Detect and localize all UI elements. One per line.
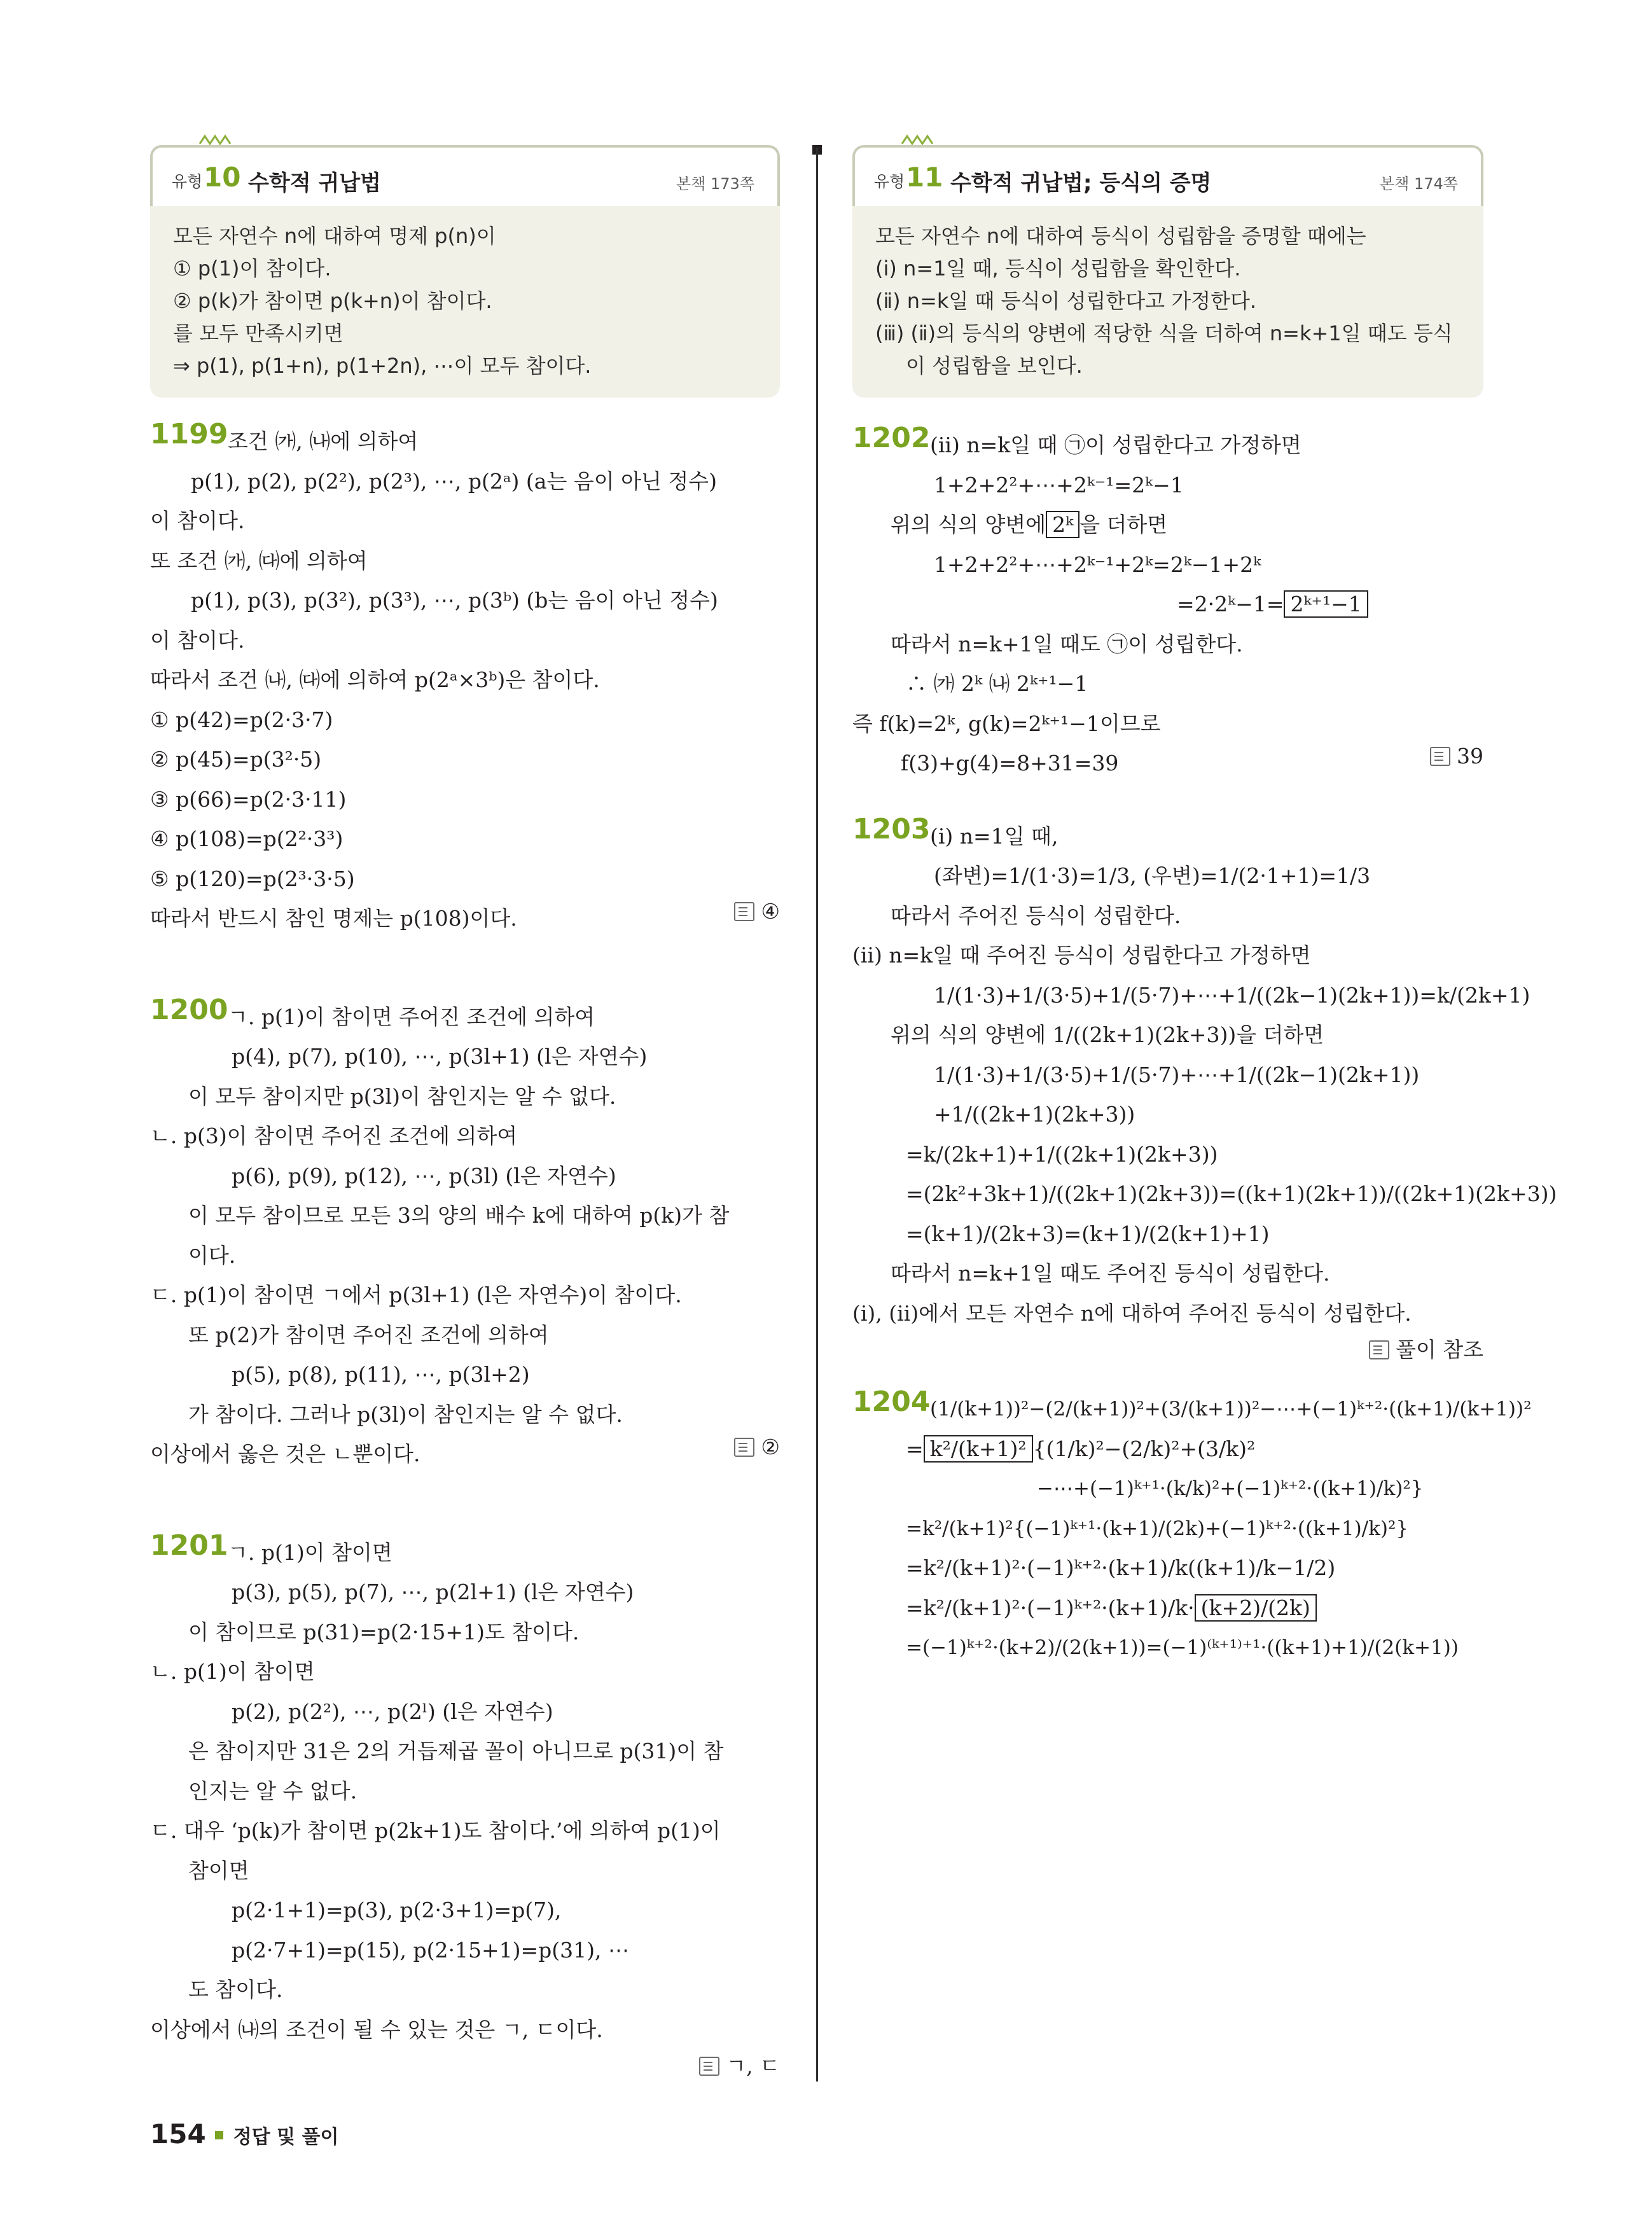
solution-line: 참이면 (188, 1858, 249, 1883)
solution-line: =(−1)ᵏ⁺²·(k+2)/(2(k+1))=(−1)⁽ᵏ⁺¹⁾⁺¹·((k+1)+1)/(2(k+1)) (906, 1636, 1459, 1659)
book-reference: 본책 173쪽 (676, 175, 754, 193)
solution-line: p(2·7+1)=p(15), p(2·15+1)=p(31), ⋯ (232, 1937, 629, 1963)
zigzag-icon (198, 134, 233, 145)
solution-line (852, 505, 1483, 545)
solution-line: f(3)+g(4)=8+31=39 (901, 751, 1119, 775)
solution-line: =(k+1)/(2k+3)=(k+1)/(2(k+1)+1) (906, 1221, 1270, 1246)
answer-value: ② (761, 1434, 780, 1459)
solution-line: (ⅰ), (ⅱ)에서 모든 자연수 n에 대하여 주어진 등식이 성립한다. (852, 1300, 1412, 1326)
type-tag: 유형 (874, 172, 905, 191)
left-column (150, 145, 780, 2078)
solution-line: =(2k²+3k+1)/((2k+1)(2k+3))=((k+1)(2k+1))/((2k+1)(2k+3)) (906, 1181, 1557, 1206)
solution-line: −⋯+(−1)ᵏ⁺¹·(k/k)²+(−1)ᵏ⁺²·((k+1)/k)²} (1037, 1477, 1424, 1500)
solution-text: 을 더하면 (1079, 512, 1168, 537)
blank-answer: (k+2)/(2k) (1195, 1594, 1317, 1622)
solution-line: ③ p(66)=p(2·3·11) (150, 786, 347, 812)
solution-line: ① p(42)=p(2·3·7) (150, 707, 333, 732)
problem-number: 1201 (150, 1529, 228, 1562)
problem-1203 (852, 812, 1557, 1362)
summary-line: 를 모두 만족시키면 (173, 321, 344, 345)
solution-line (852, 585, 1483, 625)
summary-line: 모든 자연수 n에 대하여 등식이 성립함을 증명할 때에는 (875, 224, 1366, 248)
answer (1430, 744, 1483, 768)
solution-line: 1/(1·3)+1/(3·5)+1/(5·7)+⋯+1/((2k−1)(2k+1))=k/(2k+1) (934, 982, 1531, 1008)
solution-text: {(1/k)²−(2/k)²+(3/k)² (1032, 1436, 1256, 1461)
solution-line: ㄷ. p(1)이 참이면 ㄱ에서 p(3l+1) (l은 자연수)이 참이다. (150, 1282, 682, 1307)
solution-line: (좌변)=1/(1·3)=1/3, (우변)=1/(2·1+1)=1/3 (934, 863, 1371, 888)
type-number: 10 (204, 162, 241, 193)
answer-value: ㄱ, ㄷ (726, 2053, 780, 2078)
solution-line: p(3), p(5), p(7), ⋯, p(2l+1) (l은 자연수) (232, 1580, 634, 1604)
solution-line: 또 p(2)가 참이면 주어진 조건에 의하여 (188, 1322, 549, 1347)
solution-line: 1+2+2²+⋯+2ᵏ⁻¹=2ᵏ−1 (934, 472, 1184, 497)
answer-value: 풀이 참조 (1395, 1337, 1483, 1362)
footer-square-icon (215, 2131, 223, 2139)
solution-line: =k²/(k+1)²{(−1)ᵏ⁺¹·(k+1)/(2k)+(−1)ᵏ⁺²·((k+1)/k)²} (906, 1517, 1409, 1540)
solution-line: p(1), p(3), p(3²), p(3³), ⋯, p(3ᵇ) (b는 음이 아닌 정수) (191, 588, 718, 613)
type-title: 수학적 귀납법; 등식의 증명 (950, 170, 1212, 196)
column-divider (816, 148, 818, 2082)
page-number: 154 (150, 2118, 206, 2150)
solution-line: (ⅰ) n=1일 때, (930, 823, 1059, 849)
problem-number: 1204 (852, 1386, 931, 1418)
solution-line: ④ p(108)=p(2²·3³) (150, 826, 344, 851)
problem-1202 (852, 422, 1483, 784)
solution-line: 이다. (188, 1242, 236, 1268)
summary-line: ① p(1)이 참이다. (173, 256, 331, 281)
problem-number: 1200 (150, 993, 228, 1026)
solution-line (852, 1429, 1483, 1470)
summary-line: (ⅰ) n=1일 때, 등식이 성립함을 확인한다. (875, 256, 1241, 281)
solution-line: 이상에서 ㈏의 조건이 될 수 있는 것은 ㄱ, ㄷ이다. (150, 2017, 603, 2042)
solution-line: 은 참이지만 31은 2의 거듭제곱 꼴이 아니므로 p(31)이 참 (188, 1739, 724, 1763)
solution-line: =k/(2k+1)+1/((2k+1)(2k+3)) (906, 1141, 1218, 1167)
solution-line: p(5), p(8), p(11), ⋯, p(3l+2) (232, 1362, 530, 1387)
answer-icon (1430, 747, 1450, 766)
solution-line: p(2·1+1)=p(3), p(2·3+1)=p(7), (232, 1898, 562, 1922)
solution-text: 위의 식의 양변에 (891, 512, 1046, 537)
solution-line: ② p(45)=p(3²·5) (150, 747, 322, 772)
answer-icon (1369, 1340, 1389, 1359)
problem-1204 (852, 1386, 1532, 1668)
book-reference: 본책 174쪽 (1380, 175, 1458, 193)
answer (699, 2050, 780, 2080)
solution-line: 1/(1·3)+1/(3·5)+1/(5·7)+⋯+1/((2k−1)(2k+1)) (934, 1062, 1420, 1087)
solution-line: 이 참이므로 p(31)=p(2·15+1)도 참이다. (188, 1619, 580, 1644)
solution-text: =k²/(k+1)²·(−1)ᵏ⁺²·(k+1)/k· (906, 1595, 1195, 1620)
solution-line: 위의 식의 양변에 1/((2k+1)(2k+3))을 더하면 (891, 1022, 1324, 1047)
solution-line: 이상에서 옳은 것은 ㄴ뿐이다. (150, 1442, 420, 1466)
solution-line: ⑤ p(120)=p(2³·3·5) (150, 866, 355, 891)
solution-line (852, 1588, 1483, 1629)
answer (1369, 1333, 1483, 1363)
solution-line: =k²/(k+1)²·(−1)ᵏ⁺²·(k+1)/k((k+1)/k−1/2) (906, 1555, 1336, 1580)
problem-number: 1203 (852, 812, 931, 845)
solution-line: 따라서 반드시 참인 명제는 p(108)이다. (150, 906, 517, 931)
zigzag-icon (901, 134, 935, 145)
footer-title: 정답 및 풀이 (233, 2126, 339, 2148)
solution-line: ㄱ. p(1)이 참이면 주어진 조건에 의하여 (228, 1004, 595, 1029)
page-footer (150, 2118, 338, 2150)
solution-line: 이 모두 참이므로 모든 3의 양의 배수 k에 대하여 p(k)가 참 (188, 1203, 730, 1228)
type-tag: 유형 (172, 172, 203, 191)
problem-number: 1202 (852, 422, 931, 454)
solution-line: 따라서 n=k+1일 때도 주어진 등식이 성립한다. (891, 1261, 1330, 1286)
problem-1201 (150, 1529, 780, 2078)
type-number: 11 (906, 162, 943, 193)
answer-icon (734, 1438, 754, 1457)
solution-line: 따라서 조건 ㈏, ㈐에 의하여 p(2ᵃ×3ᵇ)은 참이다. (150, 667, 600, 692)
solution-line: p(4), p(7), p(10), ⋯, p(3l+1) (l은 자연수) (232, 1044, 648, 1069)
solution-line: 이 모두 참이지만 p(3l)이 참인지는 알 수 없다. (188, 1083, 616, 1109)
solution-line: p(1), p(2), p(2²), p(2³), ⋯, p(2ᵃ) (a는 음이 아닌 정수) (191, 468, 717, 494)
summary-line: ⇒ p(1), p(1+n), p(1+2n), ⋯이 모두 참이다. (173, 354, 592, 378)
solution-line: ∴ ㈎ 2ᵏ ㈏ 2ᵏ⁺¹−1 (906, 671, 1088, 696)
answer (734, 899, 780, 924)
answer-value: 39 (1457, 744, 1483, 768)
answer-value: ④ (761, 899, 780, 924)
answer-icon (699, 2057, 719, 2076)
solution-line: 이 참이다. (150, 508, 245, 533)
solution-line: 즉 f(k)=2ᵏ, g(k)=2ᵏ⁺¹−1이므로 (852, 711, 1161, 736)
solution-line: +1/((2k+1)(2k+3)) (934, 1102, 1135, 1127)
summary-line: ② p(k)가 참이면 p(k+n)이 참이다. (173, 289, 492, 313)
solution-line: 또 조건 ㈎, ㈐에 의하여 (150, 548, 368, 573)
answer-icon (734, 902, 754, 921)
summary-line: (ⅱ) n=k일 때 등식이 성립한다고 가정한다. (875, 289, 1257, 313)
solution-line: 가 참이다. 그러나 p(3l)이 참인지는 알 수 없다. (188, 1401, 623, 1427)
solution-line: ㄷ. 대우 ‘p(k)가 참이면 p(2k+1)도 참이다.’에 의하여 p(1)이 (150, 1818, 721, 1843)
solution-line: p(2), p(2²), ⋯, p(2ˡ) (l은 자연수) (232, 1699, 553, 1724)
type-summary (852, 206, 1483, 398)
right-column (852, 145, 1557, 1668)
solution-line: 따라서 주어진 등식이 성립한다. (891, 903, 1181, 928)
summary-line: (ⅲ) (ⅱ)의 등식의 양변에 적당한 식을 더하여 n=k+1일 때도 등식 (875, 321, 1453, 345)
solution-line: 따라서 n=k+1일 때도 ㉠이 성립한다. (891, 631, 1243, 657)
type-title: 수학적 귀납법 (248, 170, 381, 196)
solution-line: 인지는 알 수 없다. (188, 1778, 357, 1804)
solution-text: = (906, 1436, 924, 1461)
solution-line: 조건 ㈎, ㈏에 의하여 (228, 429, 419, 454)
solution-line: (1/(k+1))²−(2/(k+1))²+(3/(k+1))²−⋯+(−1)ᵏ⁺²·((k+1)/(k+1))² (930, 1398, 1532, 1421)
solution-line: 도 참이다. (188, 1977, 283, 2002)
blank-answer: 2ᵏ⁺¹−1 (1284, 590, 1368, 618)
solution-line: (ⅱ) n=k일 때 주어진 등식이 성립한다고 가정하면 (852, 943, 1311, 968)
solution-text: =2·2ᵏ−1= (1177, 592, 1284, 616)
solution-line: ㄱ. p(1)이 참이면 (228, 1539, 392, 1565)
summary-line: 이 성립함을 보인다. (906, 354, 1083, 378)
answer (734, 1435, 780, 1459)
type-summary (150, 206, 780, 398)
type-header-11 (852, 145, 1483, 206)
problem-1200 (150, 993, 780, 1475)
problem-number: 1199 (150, 418, 228, 450)
type-header-10 (150, 145, 780, 206)
solution-line: p(6), p(9), p(12), ⋯, p(3l) (l은 자연수) (232, 1163, 616, 1188)
solution-line: 이 참이다. (150, 627, 245, 653)
blank-answer: k²/(k+1)² (924, 1435, 1033, 1463)
blank-answer: 2ᵏ (1046, 511, 1079, 538)
solution-line: ㄴ. p(3)이 참이면 주어진 조건에 의하여 (150, 1123, 518, 1148)
summary-line: 모든 자연수 n에 대하여 명제 p(n)이 (173, 224, 496, 248)
solution-line: ㄴ. p(1)이 참이면 (150, 1659, 315, 1684)
solution-line: (ⅱ) n=k일 때 ㉠이 성립한다고 가정하면 (930, 433, 1301, 457)
problem-1199 (150, 418, 780, 939)
solution-line: 1+2+2²+⋯+2ᵏ⁻¹+2ᵏ=2ᵏ−1+2ᵏ (934, 552, 1261, 577)
